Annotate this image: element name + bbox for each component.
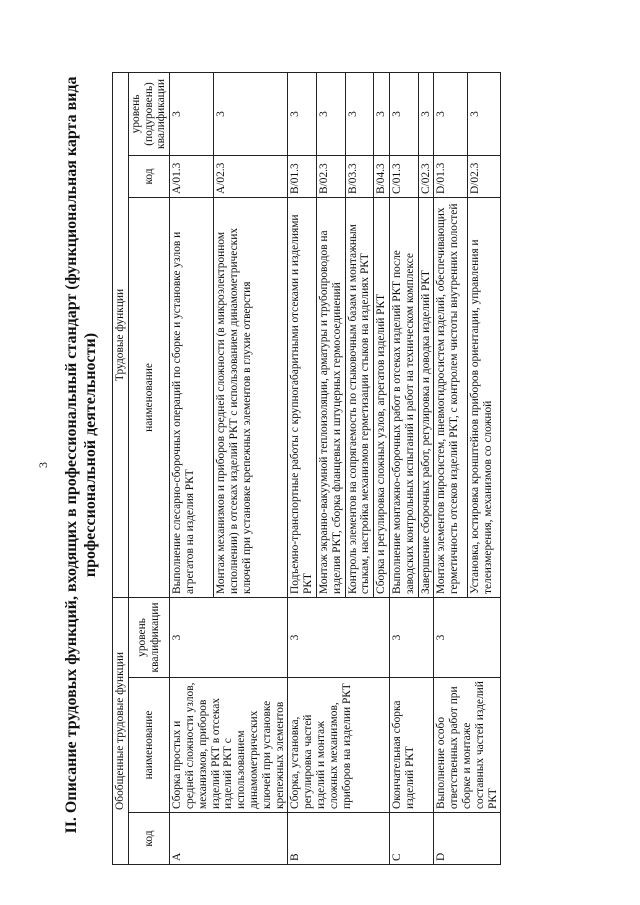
function-level: 3 bbox=[389, 72, 418, 155]
group-level: 3 bbox=[434, 597, 501, 677]
function-code: B/04.3 bbox=[374, 155, 390, 197]
group-code: D bbox=[434, 813, 501, 865]
function-level: 3 bbox=[214, 72, 288, 155]
function-name: Контроль элементов на сопрягаемость по стыковочным базам и монтажным стыкам, настройка механизмов герметизации стыков на изделиях РКТ bbox=[345, 197, 374, 597]
header-function-name: наименование bbox=[128, 197, 169, 597]
function-code: B/03.3 bbox=[345, 155, 374, 197]
function-level: 3 bbox=[170, 72, 214, 155]
header-level: уровень квалификации bbox=[128, 597, 169, 677]
table-row bbox=[288, 72, 317, 864]
page-number: 3 bbox=[36, 462, 50, 468]
function-name: Выполнение монтажно-сборочных работ в отсеках изделий РКТ после заводских контрольных испытаний и работ на техническом комплексе bbox=[389, 197, 418, 597]
group-name: Сборка, установка, регулировка частей изделий и монтаж сложных механизмов, приборов на изделии РКТ bbox=[288, 678, 390, 813]
group-level: 3 bbox=[288, 597, 390, 677]
function-name: Установка, юстировка кронштейнов приборов ориентации, управления и телеизмерения, механизмов со сложной bbox=[467, 197, 501, 597]
function-code: C/01.3 bbox=[389, 155, 418, 197]
function-code: A/02.3 bbox=[214, 155, 288, 197]
function-code: B/01.3 bbox=[288, 155, 317, 197]
header-sublevel: уровень (подуровень) квалификации bbox=[128, 72, 169, 155]
group-name: Выполнение особо ответственных работ при сборке и монтаже составных частей изделий РКТ bbox=[434, 678, 501, 813]
group-code: C bbox=[389, 813, 433, 865]
function-level: 3 bbox=[374, 72, 390, 155]
function-name: Подъемно-транспортные работы с крупногабаритными отсеками и изделиями РКТ bbox=[288, 197, 317, 597]
function-name: Монтаж механизмов и приборов средней сложности (в микроэлектронном исполнении) в отсеках изделий РКТ с использованием динамометрических ключей при установке крепежных элементов в глухие отверстия bbox=[214, 197, 288, 597]
group-level: 3 bbox=[170, 597, 288, 677]
group-code: B bbox=[288, 813, 390, 865]
group-level: 3 bbox=[389, 597, 433, 677]
header-labor-functions: Трудовые функции bbox=[113, 72, 129, 597]
function-code: D/01.3 bbox=[434, 155, 467, 197]
group-name: Окончательная сборка изделий РКТ bbox=[389, 678, 433, 813]
function-level: 3 bbox=[418, 72, 434, 155]
function-level: 3 bbox=[434, 72, 467, 155]
table-row bbox=[434, 72, 467, 864]
function-code: C/02.3 bbox=[418, 155, 434, 197]
function-name: Завершение сборочных работ, регулировка и доводка изделий РКТ bbox=[418, 197, 434, 597]
function-level: 3 bbox=[467, 72, 501, 155]
function-code: B/02.3 bbox=[316, 155, 345, 197]
table-row bbox=[170, 72, 214, 864]
header-row-group bbox=[113, 72, 129, 864]
group-code: A bbox=[170, 813, 288, 865]
table-row bbox=[389, 72, 418, 864]
group-name: Сборка простых и средней сложности узлов, механизмов, приборов изделий РКТ в отсеках изделий РКТ с использованием динамометрических ключей при установке крепежных элементов bbox=[170, 678, 288, 813]
section-title: II. Описание трудовых функций, входящих в профессиональный стандарт (функциональная карта вида профессиональной деятельности) bbox=[63, 76, 99, 834]
functional-map-table bbox=[112, 72, 501, 865]
function-code: D/02.3 bbox=[467, 155, 501, 197]
header-function-code: код bbox=[128, 155, 169, 197]
function-code: A/01.3 bbox=[170, 155, 214, 197]
function-level: 3 bbox=[345, 72, 374, 155]
function-name: Сборка и регулировка сложных узлов, агрегатов изделий РКТ bbox=[374, 197, 390, 597]
function-name: Монтаж экранно-вакуумной теплоизоляции, арматуры и трубопроводов на изделия РКТ, сборка фланцевых и штуцерных гермосоединений bbox=[316, 197, 345, 597]
function-level: 3 bbox=[288, 72, 317, 155]
function-name: Монтаж элементов пиросистем, пневмогидросистем изделий, обеспечивающих герметичность отсеков изделий РКТ, с контролем чистоты внутренних полостей bbox=[434, 197, 467, 597]
header-generalized-functions: Обобщенные трудовые функции bbox=[113, 597, 129, 864]
header-code: код bbox=[128, 813, 169, 865]
header-row-columns bbox=[128, 72, 169, 864]
function-name: Выполнение слесарно-сборочных операций по сборке и установке узлов и агрегатов на изделия РКТ bbox=[170, 197, 214, 597]
header-name: наименование bbox=[128, 678, 169, 813]
function-level: 3 bbox=[316, 72, 345, 155]
